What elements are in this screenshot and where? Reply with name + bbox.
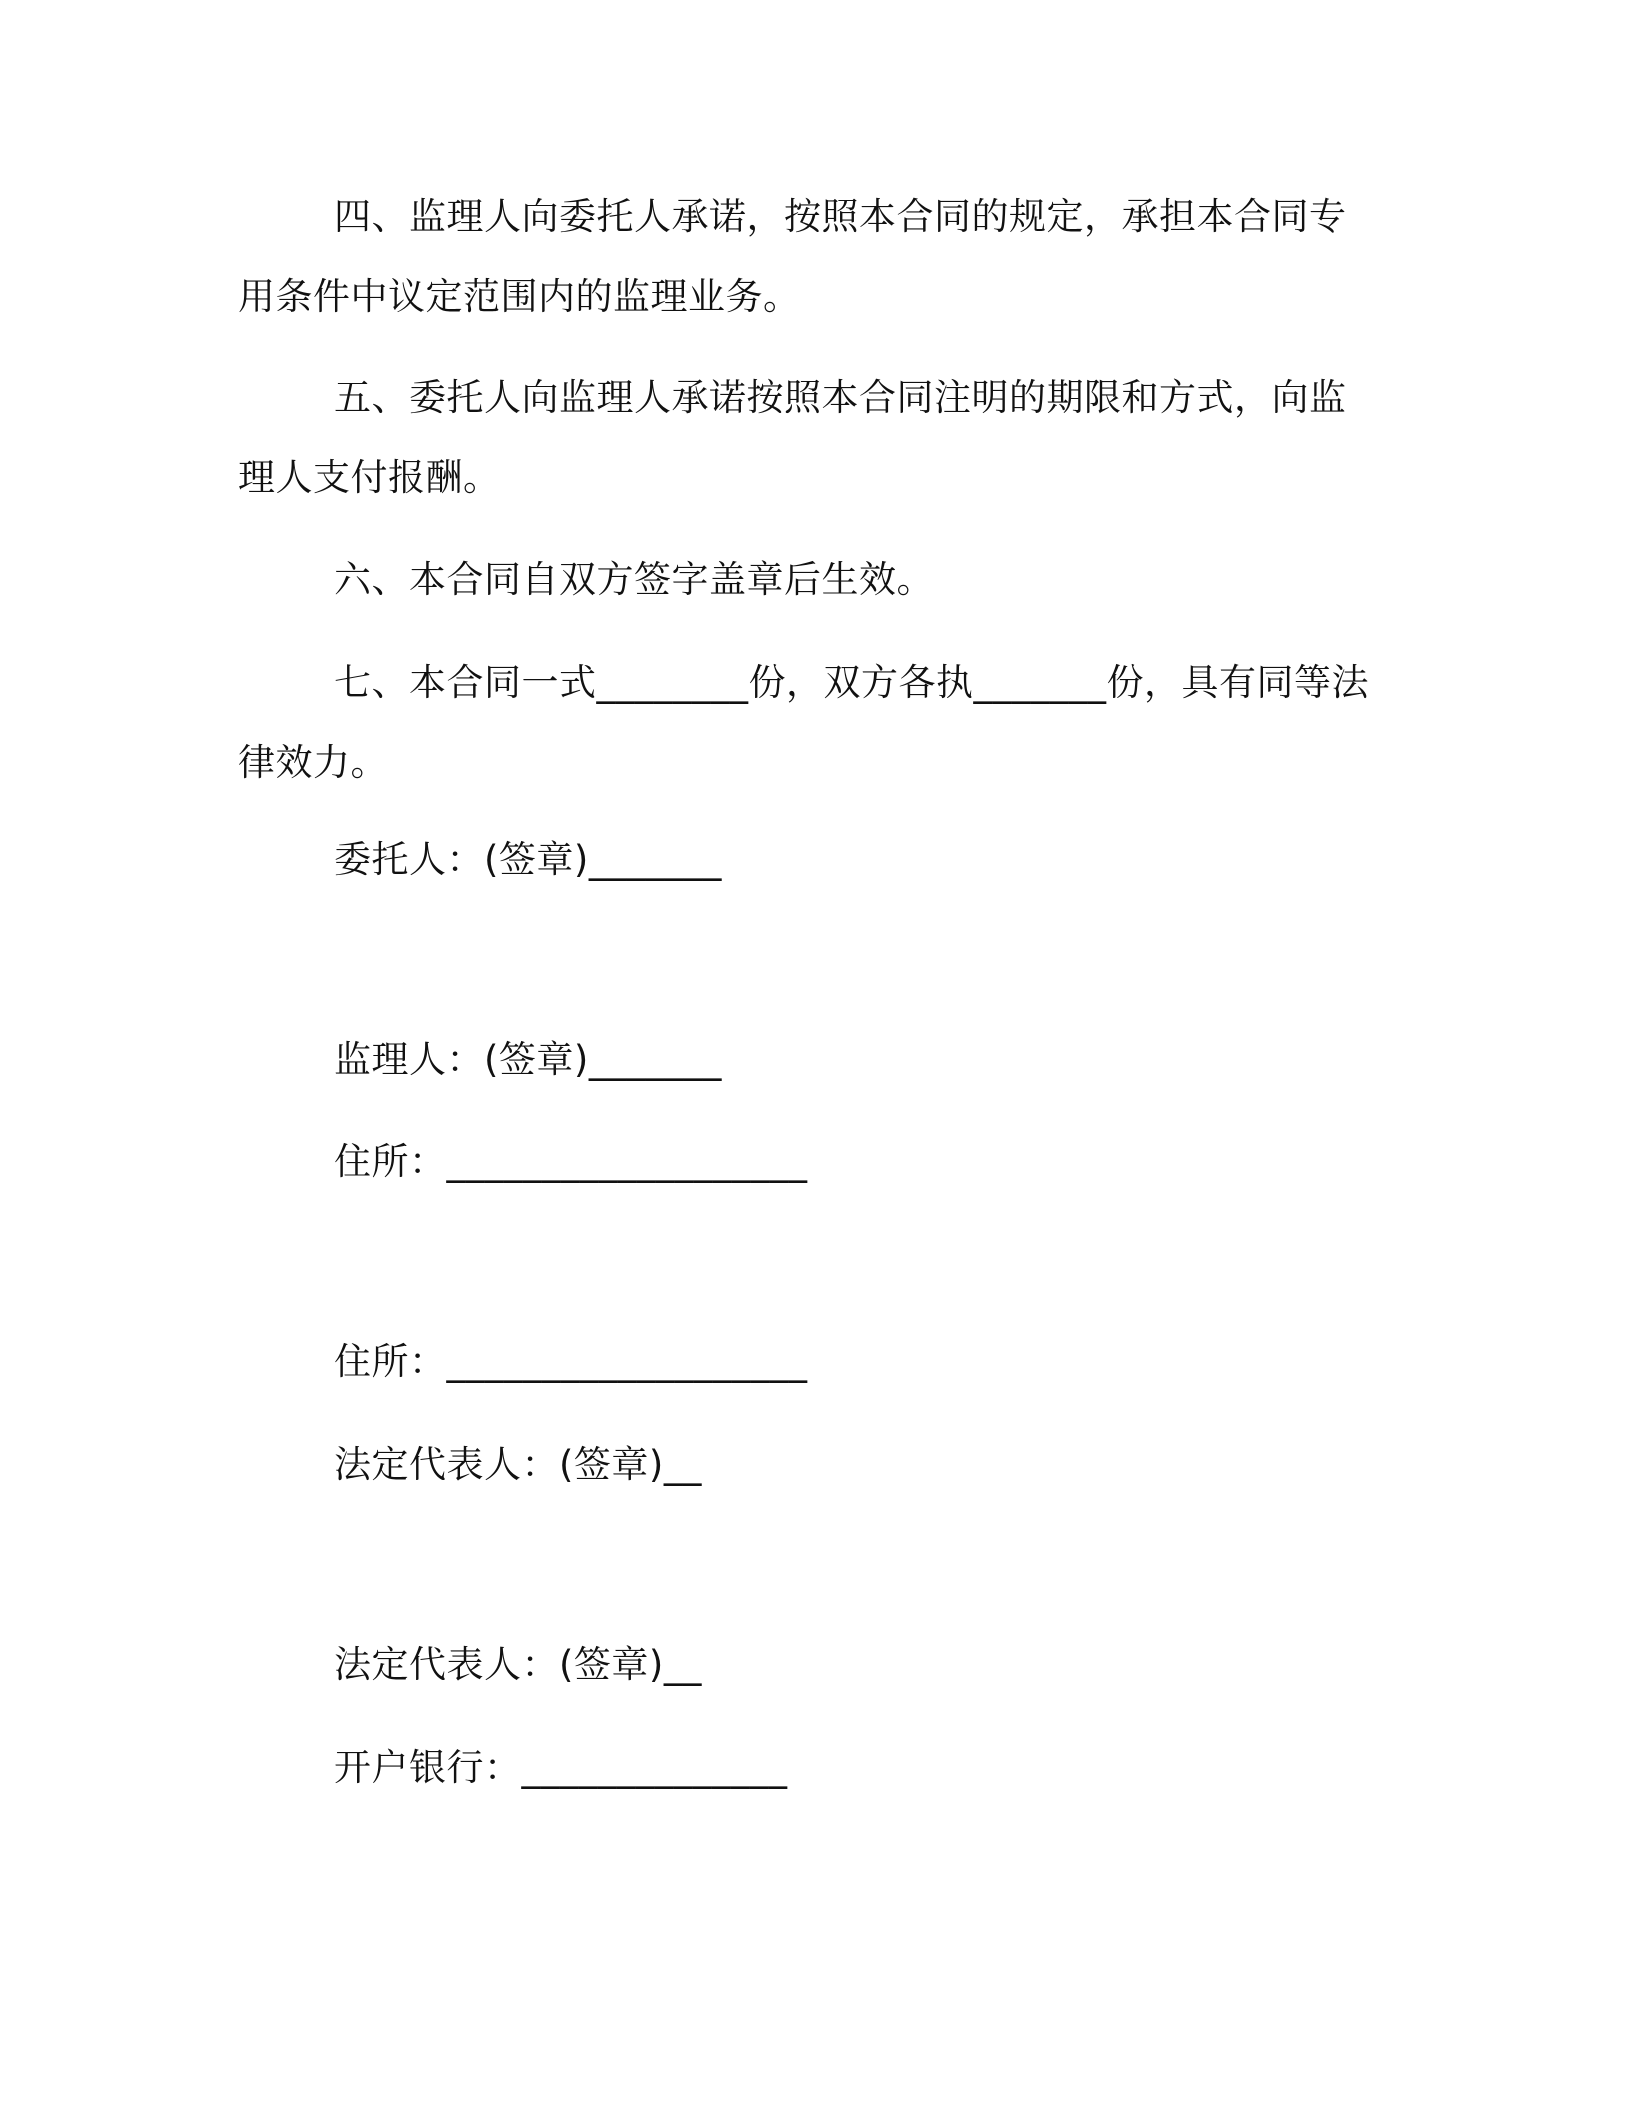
- address-line-2: 住所：___________________: [334, 1340, 808, 1383]
- address-line-1: 住所：___________________: [334, 1140, 808, 1183]
- clause-7: 七、本合同一式________份，双方各执_______份，具有同等法律效力。: [238, 661, 1369, 784]
- clause-6: 六、本合同自双方签字盖章后生效。: [334, 558, 934, 601]
- bank-line: 开户银行：______________: [334, 1746, 788, 1789]
- clause-4: 四、监理人向委托人承诺，按照本合同的规定，承担本合同专用条件中议定范围内的监理业务。: [238, 195, 1347, 318]
- supervisor-signature-line: 监理人：(签章)_______: [334, 1038, 722, 1081]
- client-signature-line: 委托人：(签章)_______: [334, 838, 722, 881]
- legal-representative-line-1: 法定代表人：(签章)__: [334, 1443, 702, 1486]
- clause-5: 五、委托人向监理人承诺按照本合同注明的期限和方式，向监理人支付报酬。: [238, 376, 1347, 499]
- legal-representative-line-2: 法定代表人：(签章)__: [334, 1643, 702, 1686]
